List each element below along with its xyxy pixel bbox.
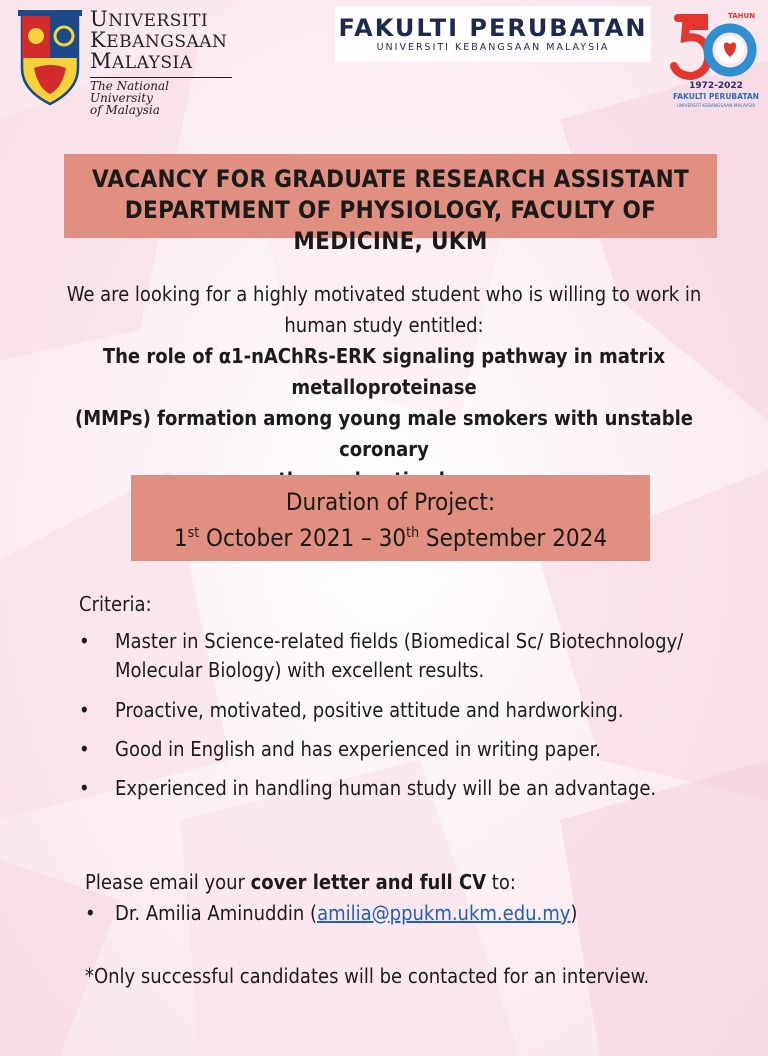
svg-text:1972-2022: 1972-2022 <box>689 81 743 91</box>
faculty-logo-title: FAKULTI PERUBATAN <box>338 14 648 42</box>
ukm-logo <box>14 7 229 117</box>
bullet-icon: • <box>79 737 90 761</box>
bullet-icon: • <box>79 629 90 653</box>
bullet-icon: • <box>79 698 90 722</box>
bullet-icon: • <box>79 776 90 800</box>
vacancy-title: VACANCY FOR GRADUATE RESEARCH ASSISTANT <box>91 165 690 193</box>
ukm-crest-icon <box>14 8 86 108</box>
intro-text: We are looking for a highly motivated student who is willing to work in human study entitled: <box>66 282 702 337</box>
svg-text:TAHUN: TAHUN <box>728 12 756 20</box>
criteria-item: • Experienced in handling human study will be an advantage. <box>79 774 719 803</box>
department-title: DEPARTMENT OF PHYSIOLOGY, FACULTY OF MEDICINE, UKM <box>124 196 657 255</box>
duration-label: Duration of Project: <box>285 488 496 516</box>
svg-text:UNIVERSITI KEBANGSAAN MALAYSIA: UNIVERSITI KEBANGSAAN MALAYSIA <box>676 104 756 109</box>
duration-banner <box>131 475 650 561</box>
footnote: *Only successful candidates will be contacted for an interview. <box>85 964 650 988</box>
application-instructions: Please email your cover letter and full CV to: <box>85 870 516 894</box>
faculty-logo <box>335 6 651 62</box>
criteria-item: • Good in English and has experienced in writing paper. <box>79 735 719 764</box>
criteria-heading: Criteria: <box>79 592 152 616</box>
vacancy-header-banner <box>64 154 717 255</box>
ukm-wordmark: UNIVERSITI KEBANGSAAN MALAYSIA The National University of Malaysia <box>90 10 232 116</box>
anniversary-50-logo <box>670 6 762 110</box>
bullet-icon: • <box>85 901 96 925</box>
criteria-item: • Master in Science-related fields (Biomedical Sc/ Biotechnology/ Molecular Biology) with excellent results. <box>79 629 684 682</box>
email-link[interactable]: amilia@ppukm.ukm.edu.my <box>317 901 571 925</box>
criteria-item: • Proactive, motivated, positive attitude and hardworking. <box>79 696 719 725</box>
svg-text:FAKULTI PERUBATAN: FAKULTI PERUBATAN <box>673 92 759 101</box>
contact-line: • Dr. Amilia Aminuddin (amilia@ppukm.ukm.edu.my) <box>85 901 578 925</box>
study-title: The role of α1-nAChRs-ERK signaling pathway in matrix metalloproteinase (MMPs) formation among young male smokers with unstable coronary <box>75 344 693 461</box>
faculty-logo-subtitle: UNIVERSITI KEBANGSAAN MALAYSIA <box>376 42 610 53</box>
duration-dates: 1st October 2021 – 30th September 2024 <box>173 524 608 552</box>
